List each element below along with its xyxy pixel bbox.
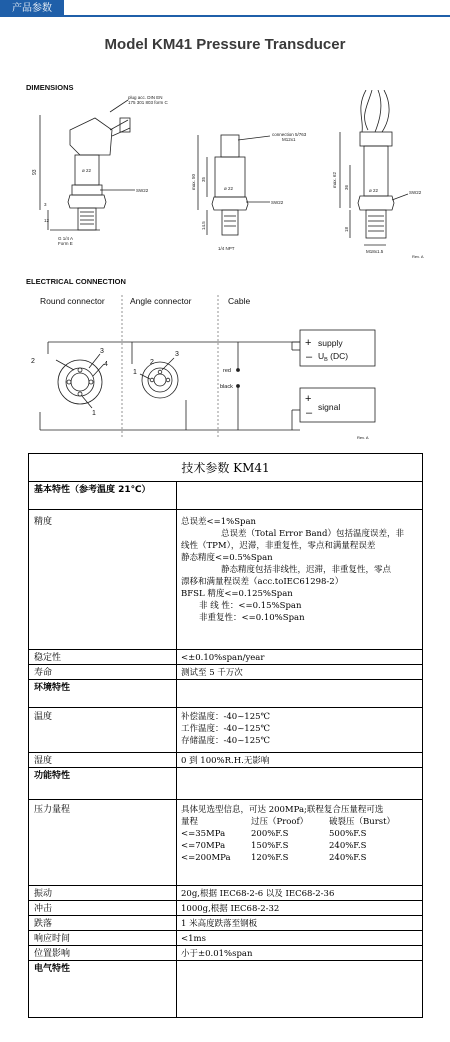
round-pin-2: 2 — [31, 358, 35, 365]
dim1-form: Form E — [58, 241, 73, 246]
table-row — [29, 931, 422, 946]
accuracy-line: 漂移和满量程误差（acc.toIEC61298-2） — [181, 577, 344, 587]
pos-value: 小于±0.01%span — [181, 949, 253, 959]
dim3-thread: M18x1.5 — [366, 249, 384, 254]
dimensions-drawing — [0, 90, 450, 270]
range-row: <=70MPa 150%F.S 240%F.S — [181, 841, 367, 851]
plug-note-1: plug acc. DIN EN — [128, 95, 163, 100]
accuracy-line: 静态精度<=0.5%Span — [181, 553, 273, 563]
temp-label: 温度 — [29, 708, 177, 752]
top-bar — [0, 0, 450, 17]
spec-title: 技术参数 KM41 — [29, 454, 422, 482]
svg-text:UB (DC) — [318, 351, 348, 363]
supply-label: supply — [318, 338, 343, 348]
round-connector-label: Round connector — [40, 296, 105, 306]
temp-line: 工作温度：-40~125℃ — [181, 724, 271, 734]
dim2-maxh: max. 50 — [191, 173, 196, 190]
dim2-h35: 35 — [201, 176, 206, 182]
humidity-value: 0 到 100%R.H.无影响 — [181, 756, 270, 766]
round-pin-3: 3 — [100, 348, 104, 355]
dim1-h1: 12 — [44, 218, 50, 223]
temp-line: 存储温度：-40~125℃ — [181, 736, 271, 746]
table-row — [29, 665, 422, 680]
round-pin-4: 4 — [104, 361, 108, 368]
signal-label: signal — [318, 402, 341, 412]
dim-rev: Rev. A — [412, 254, 424, 259]
table-row — [29, 482, 422, 510]
spec-table — [28, 453, 423, 1018]
dim3-sw: SW22 — [409, 190, 422, 195]
dim2-h14: 14.5 — [201, 221, 206, 230]
dim2-sw: SW22 — [271, 200, 284, 205]
table-row — [29, 946, 422, 961]
supply-minus: – — [306, 351, 313, 363]
accuracy-line: 静态精度包括非线性，迟滞，非重复性，零点 — [221, 565, 392, 575]
humidity-label: 湿度 — [29, 753, 177, 767]
dim3-h18: 18 — [344, 226, 349, 232]
accuracy-line: 非重复性：<=0.10%Span — [199, 613, 305, 623]
page-title: Model KM41 Pressure Transducer — [104, 36, 346, 53]
accuracy-line: BFSL 精度<=0.125%Span — [181, 589, 293, 599]
accuracy-line: 总误差<=1%Span — [181, 517, 257, 527]
temp-line: 补偿温度：-40~125℃ — [181, 712, 271, 722]
electrical-heading: ELECTRICAL CONNECTION — [26, 277, 126, 286]
dimensions-heading: DIMENSIONS — [26, 83, 74, 92]
dim1-dia: ø 22 — [82, 168, 92, 173]
black-wire-label: black — [220, 384, 233, 390]
table-row — [29, 680, 422, 708]
signal-minus: – — [306, 407, 313, 419]
dim2-conn: connection 5/763 — [272, 132, 307, 137]
electrical-diagram — [0, 290, 450, 445]
electrical-rev: Rev. A — [357, 435, 369, 440]
range-row: <=200MPa 120%F.S 240%F.S — [181, 853, 367, 863]
angle-connector-label: Angle connector — [130, 296, 192, 306]
cable-label: Cable — [228, 296, 251, 306]
dim3-h36: 36 — [344, 184, 349, 190]
func-heading: 功能特性 — [29, 768, 177, 799]
table-row — [29, 901, 422, 916]
product-params-tab[interactable]: 产品参数 — [0, 0, 64, 17]
elec-heading: 电气特性 — [29, 961, 177, 1017]
ub-label: U — [318, 351, 325, 361]
accuracy-line: 总误差（Total Error Band）包括温度误差，非 — [221, 529, 404, 539]
supply-plus: + — [305, 337, 312, 349]
dim3-maxh: max. 62 — [332, 171, 337, 188]
life-label: 寿命 — [29, 665, 177, 679]
table-row — [29, 916, 422, 931]
table-row — [29, 961, 422, 1017]
accuracy-line: 线性（TPM），迟滞，非重复性，零点和满量程误差 — [181, 541, 376, 551]
angle-pin-3: 3 — [175, 351, 179, 358]
dim2-dia: ø 22 — [224, 186, 234, 191]
angle-pin-1: 1 — [133, 369, 137, 376]
env-heading: 环境特性 — [29, 680, 177, 707]
signal-plus: + — [305, 393, 312, 405]
plug-note-2: 175 301 803 form C — [128, 100, 168, 105]
dim1-sw: SW22 — [136, 188, 149, 193]
drop-value: 1 米高度跌落至钢板 — [181, 919, 258, 929]
vib-value: 20g,根据 IEC68-2-6 以及 IEC68-2-36 — [181, 889, 335, 899]
range-header: 量程 过压（Proof） 破裂压（Burst） — [181, 817, 396, 827]
table-row — [29, 886, 422, 901]
resp-label: 响应时间 — [29, 931, 177, 945]
shock-value: 1000g,根据 IEC68-2-32 — [181, 904, 280, 914]
life-value: 测试至 5 千万次 — [181, 668, 243, 678]
stability-label: 稳定性 — [29, 650, 177, 664]
dim3-dia: ø 22 — [369, 188, 379, 193]
angle-pin-2: 2 — [150, 359, 154, 366]
range-note: 具体见选型信息，可达 200MPa;联程复合压量程可选 — [181, 805, 384, 815]
range-row: <=35MPa 200%F.S 500%F.S — [181, 829, 367, 839]
table-row — [29, 650, 422, 665]
resp-value: <1ms — [181, 934, 206, 944]
table-row — [29, 753, 422, 768]
table-row — [29, 708, 422, 753]
round-pin-1: 1 — [92, 410, 96, 417]
table-row — [29, 800, 422, 886]
dim1-h2: 3 — [44, 202, 47, 207]
dim2-thread: 1/4 NPT — [218, 246, 235, 251]
table-row — [29, 768, 422, 800]
drop-label: 跌落 — [29, 916, 177, 930]
accuracy-line: 非 线 性：<=0.15%Span — [199, 601, 302, 611]
basic-heading: 基本特性（参考温度 21℃） — [29, 482, 177, 509]
ub-sub: B — [324, 357, 328, 363]
shock-label: 冲击 — [29, 901, 177, 915]
stability-value: <±0.10%span/year — [181, 653, 265, 663]
dim1-height: 93 — [32, 169, 38, 175]
accuracy-label: 精度 — [29, 510, 177, 649]
range-label: 压力量程 — [29, 800, 177, 885]
pos-label: 位置影响 — [29, 946, 177, 960]
table-row — [29, 510, 422, 650]
dim1-thread: G 1/4 A — [58, 236, 74, 241]
dim2-m12: M12x1 — [282, 137, 296, 142]
red-wire-label: red — [223, 368, 231, 374]
ub-dc: (DC) — [327, 351, 349, 361]
vib-label: 振动 — [29, 886, 177, 900]
